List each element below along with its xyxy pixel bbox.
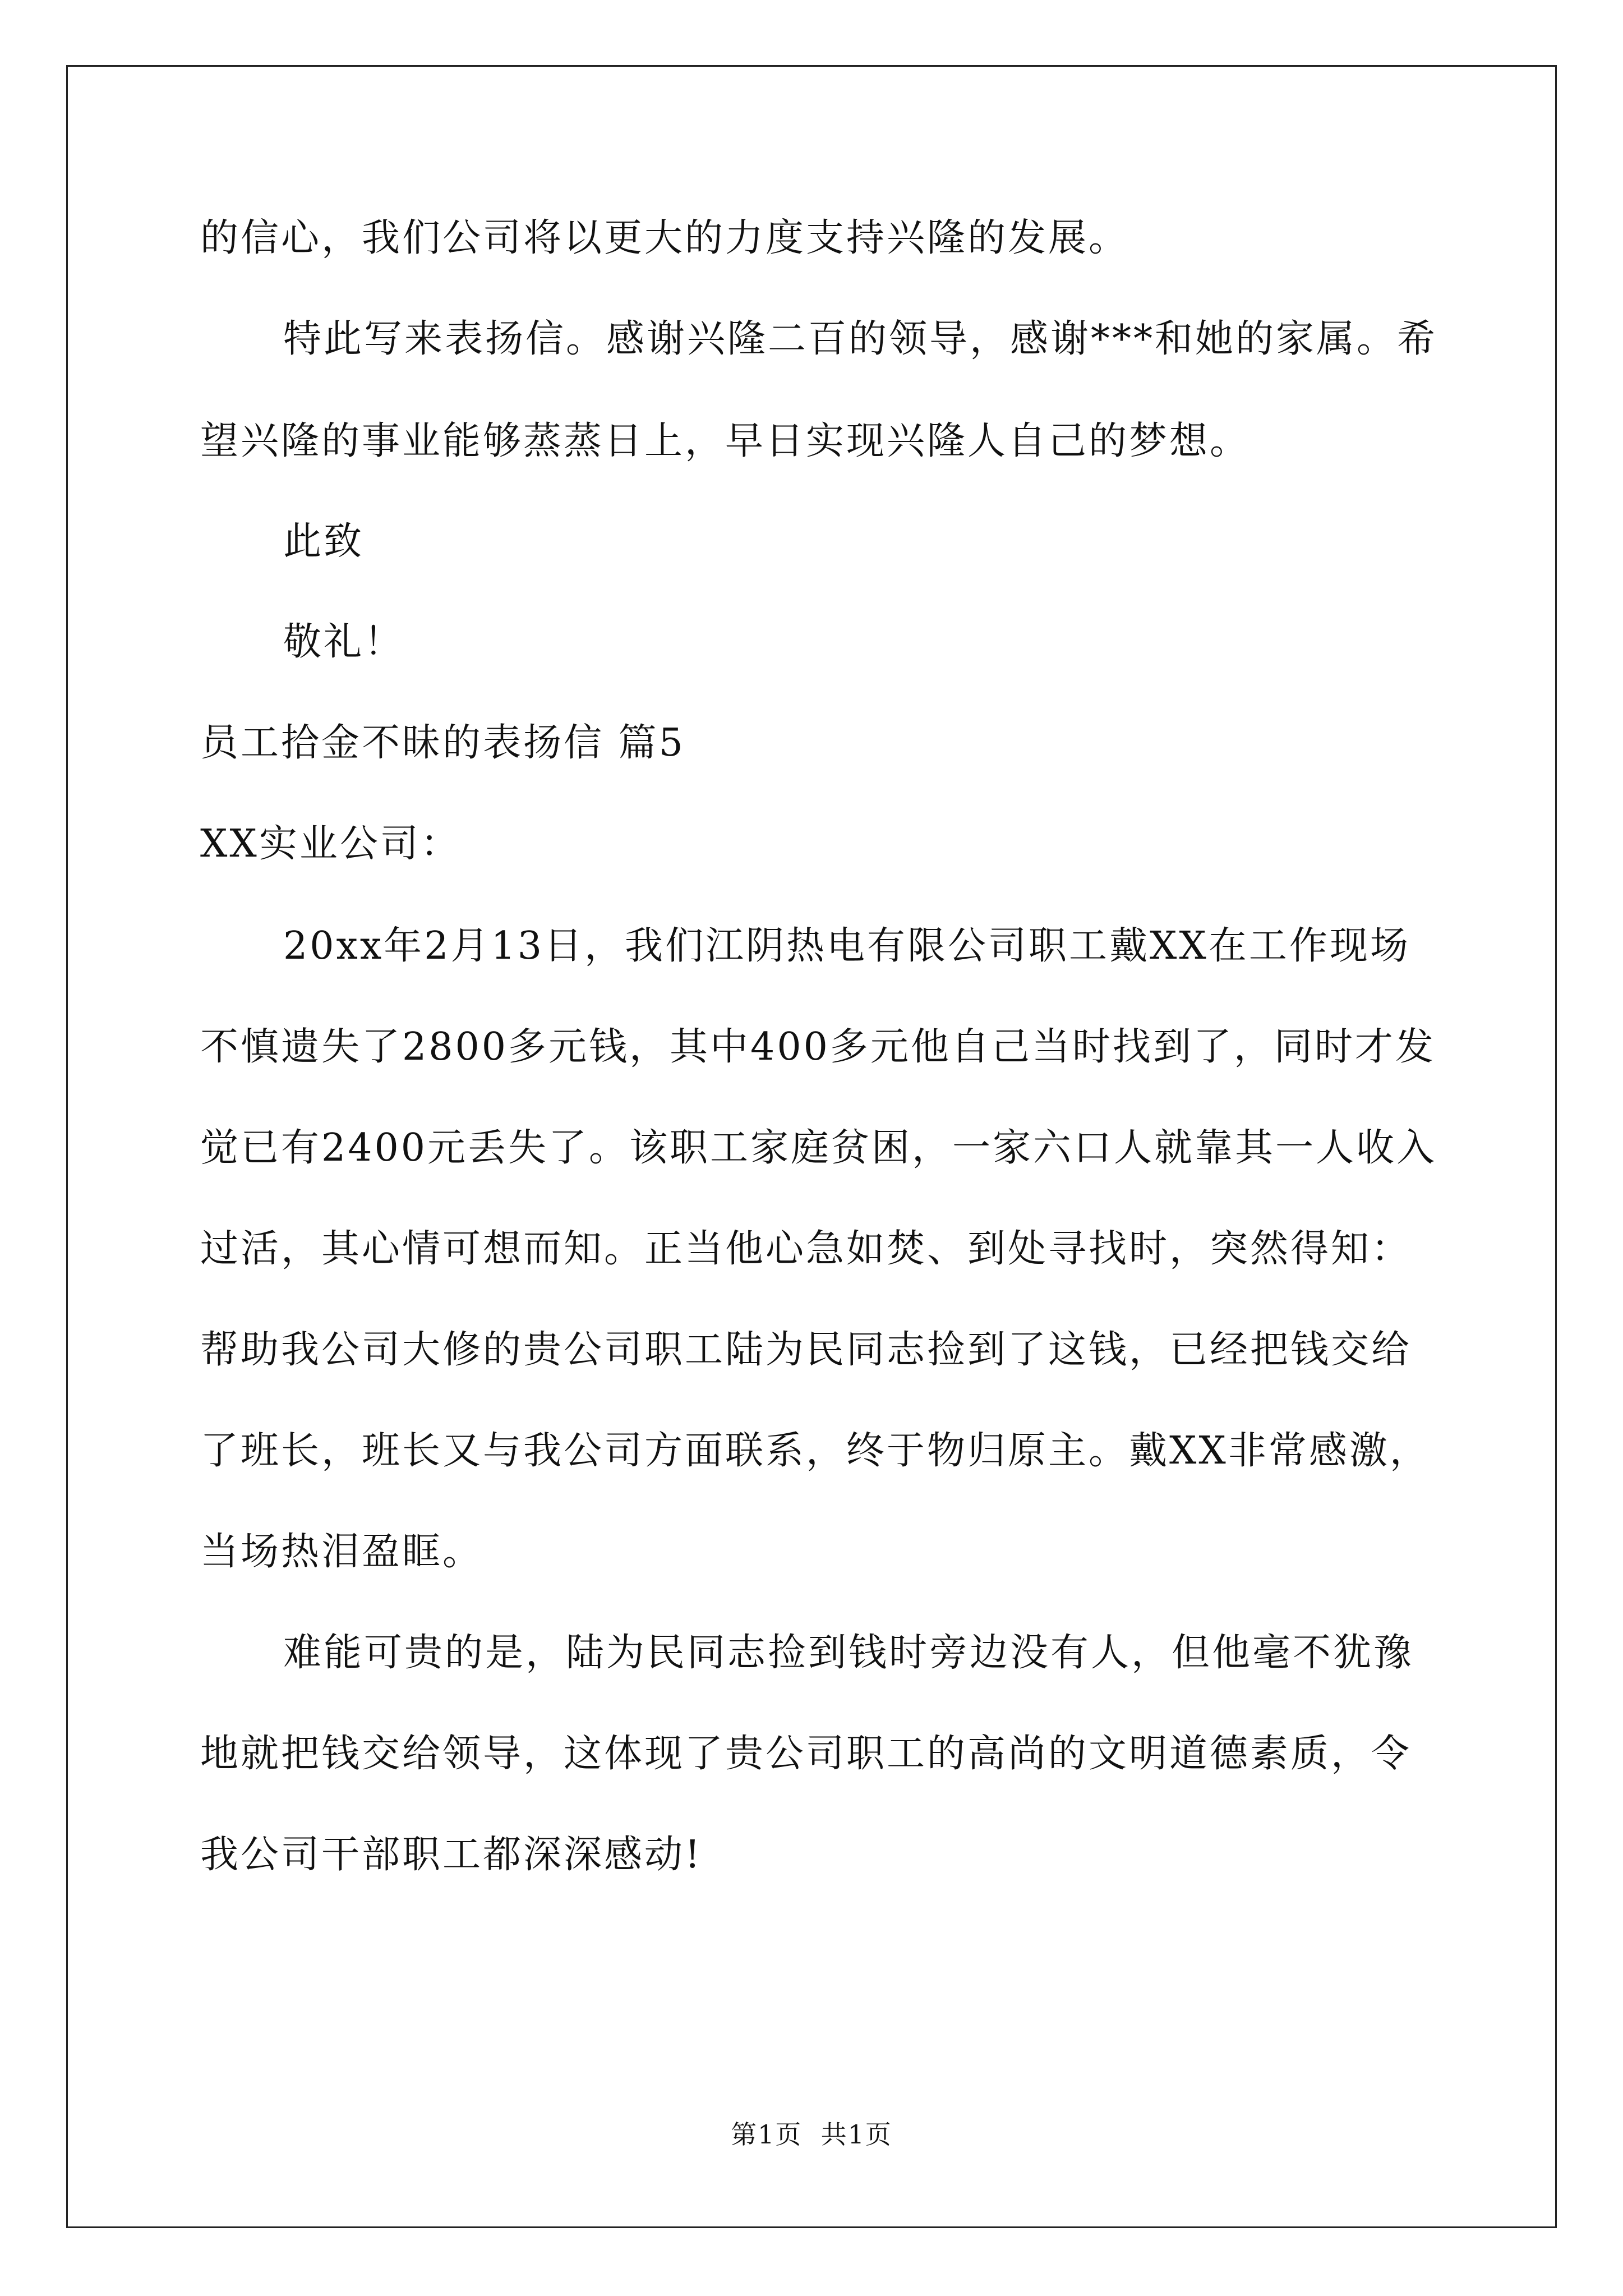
text-line: 我公司干部职工都深深感动!: [200, 1833, 703, 1877]
text-line: 当场热泪盈眶。: [200, 1530, 483, 1574]
text-line: 了班长，班长又与我公司方面联系，终于物归原主。戴XX非常感激，: [200, 1429, 1430, 1473]
text-line: 20xx年2月13日，我们江阴热电有限公司职工戴XX在工作现场: [283, 924, 1410, 968]
text-line: 望兴隆的事业能够蒸蒸日上，早日实现兴隆人自己的梦想。: [200, 419, 1251, 463]
text-line: 不慎遗失了2800多元钱，其中400多元他自己当时找到了，同时才发: [200, 1025, 1436, 1069]
text-line: 觉已有2400元丢失了。该职工家庭贫困，一家六口人就靠其一人收入: [200, 1126, 1437, 1170]
addressee-line: XX实业公司：: [200, 822, 461, 866]
salutation-line: 敬礼！: [283, 620, 405, 664]
page-footer: 第1页 共1页: [731, 2119, 892, 2150]
text-line: 难能可贵的是，陆为民同志捡到钱时旁边没有人，但他毫不犹豫: [283, 1631, 1414, 1675]
closing-line: 此致: [283, 519, 365, 564]
text-line: 地就把钱交给领导，这体现了贵公司职工的高尚的文明道德素质，令: [200, 1732, 1412, 1776]
text-line: 的信心，我们公司将以更大的力度支持兴隆的发展。: [200, 216, 1129, 260]
text-line: 帮助我公司大修的贵公司职工陆为民同志捡到了这钱，已经把钱交给: [200, 1328, 1412, 1372]
text-line: 过活，其心情可想而知。正当他心急如焚、到处寻找时，突然得知：: [200, 1227, 1412, 1271]
text-line: 特此写来表扬信。感谢兴隆二百的领导，感谢***和她的家属。希: [283, 317, 1438, 361]
section-heading: 员工拾金不昧的表扬信 篇5: [200, 721, 685, 765]
